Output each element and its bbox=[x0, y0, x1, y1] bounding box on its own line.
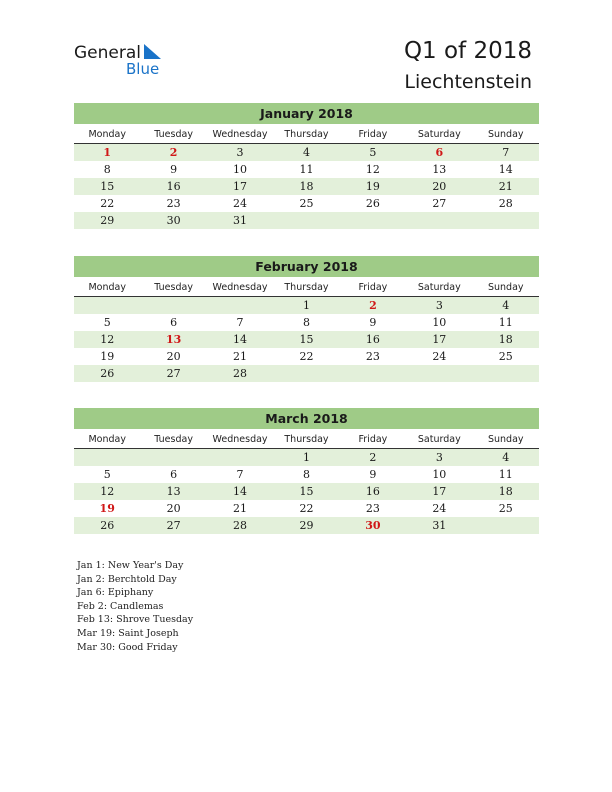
date-cell: 18 bbox=[299, 180, 314, 193]
date-cell: 16 bbox=[365, 333, 380, 346]
date-cell: 31 bbox=[432, 519, 447, 532]
week-row bbox=[74, 483, 539, 500]
month-title: January 2018 bbox=[74, 103, 539, 124]
date-cell bbox=[207, 449, 273, 466]
weekday-label: Tuesday bbox=[154, 129, 193, 140]
holiday-date-cell: 2 bbox=[369, 299, 377, 312]
holiday-date-cell: 6 bbox=[435, 146, 444, 159]
weekday-label: Saturday bbox=[417, 282, 461, 293]
date-cell: 8 bbox=[302, 316, 310, 329]
holiday-item: Feb 13: Shrove Tuesday bbox=[77, 614, 194, 626]
date-cell: 26 bbox=[100, 367, 115, 380]
date-cell: 21 bbox=[498, 180, 513, 193]
date-cell: 25 bbox=[498, 502, 513, 515]
date-cell: 18 bbox=[498, 333, 513, 346]
week-row bbox=[74, 517, 539, 534]
date-cell: 24 bbox=[432, 502, 447, 515]
date-cell: 17 bbox=[432, 333, 447, 346]
date-cell: 3 bbox=[435, 299, 443, 312]
week-row bbox=[74, 449, 539, 466]
weekday-label: Monday bbox=[88, 282, 126, 293]
weekday-label: Friday bbox=[358, 282, 388, 293]
date-cell: 20 bbox=[432, 180, 447, 193]
date-cell: 3 bbox=[435, 451, 443, 464]
month-march bbox=[74, 408, 539, 534]
weekday-label: Wednesday bbox=[212, 282, 268, 293]
date-cell: 31 bbox=[233, 214, 248, 227]
date-cell: 20 bbox=[166, 350, 181, 363]
weekday-label: Wednesday bbox=[212, 434, 268, 445]
date-cell bbox=[207, 297, 273, 314]
date-cell: 17 bbox=[233, 180, 248, 193]
weekday-label: Friday bbox=[358, 434, 388, 445]
date-cell: 29 bbox=[100, 214, 115, 227]
date-cell: 27 bbox=[432, 197, 447, 210]
date-cell bbox=[273, 365, 339, 382]
date-cell: 24 bbox=[233, 197, 248, 210]
logo-text-general: General bbox=[74, 43, 141, 63]
logo-triangle-icon bbox=[142, 44, 162, 60]
date-cell: 22 bbox=[100, 197, 115, 210]
date-cell: 5 bbox=[103, 316, 111, 329]
date-cell: 16 bbox=[166, 180, 181, 193]
date-cell: 12 bbox=[365, 163, 380, 176]
date-cell: 10 bbox=[432, 468, 447, 481]
date-cell bbox=[473, 212, 539, 229]
holiday-date-cell: 13 bbox=[165, 333, 182, 346]
date-cell: 15 bbox=[100, 180, 115, 193]
page-subtitle: Liechtenstein bbox=[404, 71, 532, 93]
date-cell bbox=[140, 449, 206, 466]
date-cell: 14 bbox=[233, 485, 248, 498]
date-cell bbox=[473, 365, 539, 382]
date-cell: 10 bbox=[233, 163, 248, 176]
date-cell bbox=[406, 365, 472, 382]
date-cell: 13 bbox=[432, 163, 447, 176]
holiday-item: Mar 19: Saint Joseph bbox=[77, 627, 179, 639]
date-cell: 14 bbox=[498, 163, 513, 176]
date-cell: 7 bbox=[502, 146, 510, 159]
date-cell: 19 bbox=[365, 180, 380, 193]
date-cell: 9 bbox=[369, 468, 377, 481]
date-cell: 27 bbox=[166, 519, 181, 532]
date-cell: 6 bbox=[170, 316, 178, 329]
weekday-label: Sunday bbox=[487, 434, 524, 445]
month-title: March 2018 bbox=[74, 408, 539, 429]
date-cell: 16 bbox=[365, 485, 380, 498]
date-cell: 15 bbox=[299, 485, 314, 498]
date-cell: 28 bbox=[233, 367, 248, 380]
date-cell: 2 bbox=[369, 451, 377, 464]
date-cell: 11 bbox=[299, 163, 314, 176]
date-cell: 22 bbox=[299, 350, 314, 363]
date-cell bbox=[340, 212, 406, 229]
weekday-label: Sunday bbox=[487, 282, 524, 293]
date-cell bbox=[74, 449, 140, 466]
date-cell: 7 bbox=[236, 316, 244, 329]
holiday-date-cell: 19 bbox=[99, 502, 115, 515]
date-cell: 5 bbox=[103, 468, 111, 481]
date-cell: 12 bbox=[100, 333, 115, 346]
week-row bbox=[74, 144, 539, 161]
holiday-date-cell: 2 bbox=[169, 146, 178, 159]
week-row bbox=[74, 348, 539, 365]
date-cell: 9 bbox=[170, 163, 178, 176]
holiday-item: Jan 6: Epiphany bbox=[77, 587, 154, 599]
date-cell: 9 bbox=[369, 316, 377, 329]
date-cell: 11 bbox=[498, 468, 513, 481]
date-cell: 26 bbox=[365, 197, 380, 210]
date-cell: 8 bbox=[103, 163, 111, 176]
date-cell: 23 bbox=[166, 197, 181, 210]
date-cell: 15 bbox=[299, 333, 314, 346]
weekday-label: Thursday bbox=[284, 129, 329, 140]
date-cell: 28 bbox=[498, 197, 513, 210]
weekday-label: Saturday bbox=[417, 434, 461, 445]
date-cell bbox=[140, 297, 206, 314]
week-row bbox=[74, 500, 539, 517]
date-cell: 23 bbox=[365, 502, 380, 515]
date-cell: 25 bbox=[299, 197, 314, 210]
date-cell: 17 bbox=[432, 485, 447, 498]
holiday-date-cell: 1 bbox=[103, 146, 112, 159]
logo bbox=[74, 40, 174, 80]
date-cell: 19 bbox=[100, 350, 115, 363]
date-cell: 10 bbox=[432, 316, 447, 329]
date-cell: 22 bbox=[299, 502, 314, 515]
date-cell: 6 bbox=[170, 468, 178, 481]
date-cell: 21 bbox=[233, 350, 248, 363]
weekday-label: Sunday bbox=[487, 129, 524, 140]
date-cell bbox=[273, 212, 339, 229]
date-cell bbox=[406, 212, 472, 229]
date-cell: 8 bbox=[302, 468, 310, 481]
logo-text-blue: Blue bbox=[126, 60, 160, 78]
holiday-item: Jan 1: New Year's Day bbox=[77, 560, 184, 571]
weekday-header-row bbox=[74, 278, 539, 297]
month-title: February 2018 bbox=[74, 256, 539, 277]
week-row bbox=[74, 178, 539, 195]
date-cell: 3 bbox=[236, 146, 244, 159]
holiday-date-cell: 30 bbox=[365, 519, 381, 532]
date-cell: 27 bbox=[166, 367, 181, 380]
page-title: Q1 of 2018 bbox=[403, 38, 532, 64]
month-february bbox=[74, 256, 539, 382]
holiday-item: Jan 2: Berchtold Day bbox=[77, 573, 177, 585]
weekday-header-row bbox=[74, 125, 539, 144]
date-cell: 5 bbox=[369, 146, 377, 159]
date-cell: 18 bbox=[498, 485, 513, 498]
date-cell: 1 bbox=[302, 451, 310, 464]
date-cell: 30 bbox=[166, 214, 181, 227]
week-row bbox=[74, 314, 539, 331]
date-cell bbox=[74, 297, 140, 314]
week-row bbox=[74, 365, 539, 382]
week-row bbox=[74, 297, 539, 314]
weekday-label: Friday bbox=[358, 129, 388, 140]
date-cell: 29 bbox=[299, 519, 314, 532]
date-cell: 14 bbox=[233, 333, 248, 346]
date-cell: 28 bbox=[233, 519, 248, 532]
date-cell: 7 bbox=[236, 468, 244, 481]
weekday-label: Thursday bbox=[284, 434, 329, 445]
date-cell: 21 bbox=[233, 502, 248, 515]
date-cell: 23 bbox=[365, 350, 380, 363]
holiday-item: Mar 30: Good Friday bbox=[77, 641, 178, 653]
holiday-item: Feb 2: Candlemas bbox=[77, 600, 164, 612]
weekday-label: Wednesday bbox=[212, 129, 268, 140]
date-cell: 26 bbox=[100, 519, 115, 532]
week-row bbox=[74, 466, 539, 483]
month-january bbox=[74, 103, 539, 229]
date-cell: 4 bbox=[302, 146, 310, 159]
week-row bbox=[74, 161, 539, 178]
date-cell: 12 bbox=[100, 485, 115, 498]
holiday-list bbox=[77, 559, 193, 654]
weekday-label: Thursday bbox=[284, 282, 329, 293]
date-cell bbox=[473, 517, 539, 534]
date-cell: 4 bbox=[502, 451, 510, 464]
date-cell: 1 bbox=[302, 299, 310, 312]
weekday-label: Tuesday bbox=[154, 282, 193, 293]
date-cell: 11 bbox=[498, 316, 513, 329]
date-cell: 24 bbox=[432, 350, 447, 363]
week-row bbox=[74, 212, 539, 229]
weekday-label: Monday bbox=[88, 434, 126, 445]
weekday-label: Saturday bbox=[417, 129, 461, 140]
date-cell: 25 bbox=[498, 350, 513, 363]
date-cell: 4 bbox=[502, 299, 510, 312]
date-cell: 20 bbox=[166, 502, 181, 515]
weekday-header-row bbox=[74, 430, 539, 449]
week-row bbox=[74, 331, 539, 348]
date-cell: 13 bbox=[166, 485, 181, 498]
date-cell bbox=[340, 365, 406, 382]
weekday-label: Tuesday bbox=[154, 434, 193, 445]
week-row bbox=[74, 195, 539, 212]
weekday-label: Monday bbox=[88, 129, 126, 140]
